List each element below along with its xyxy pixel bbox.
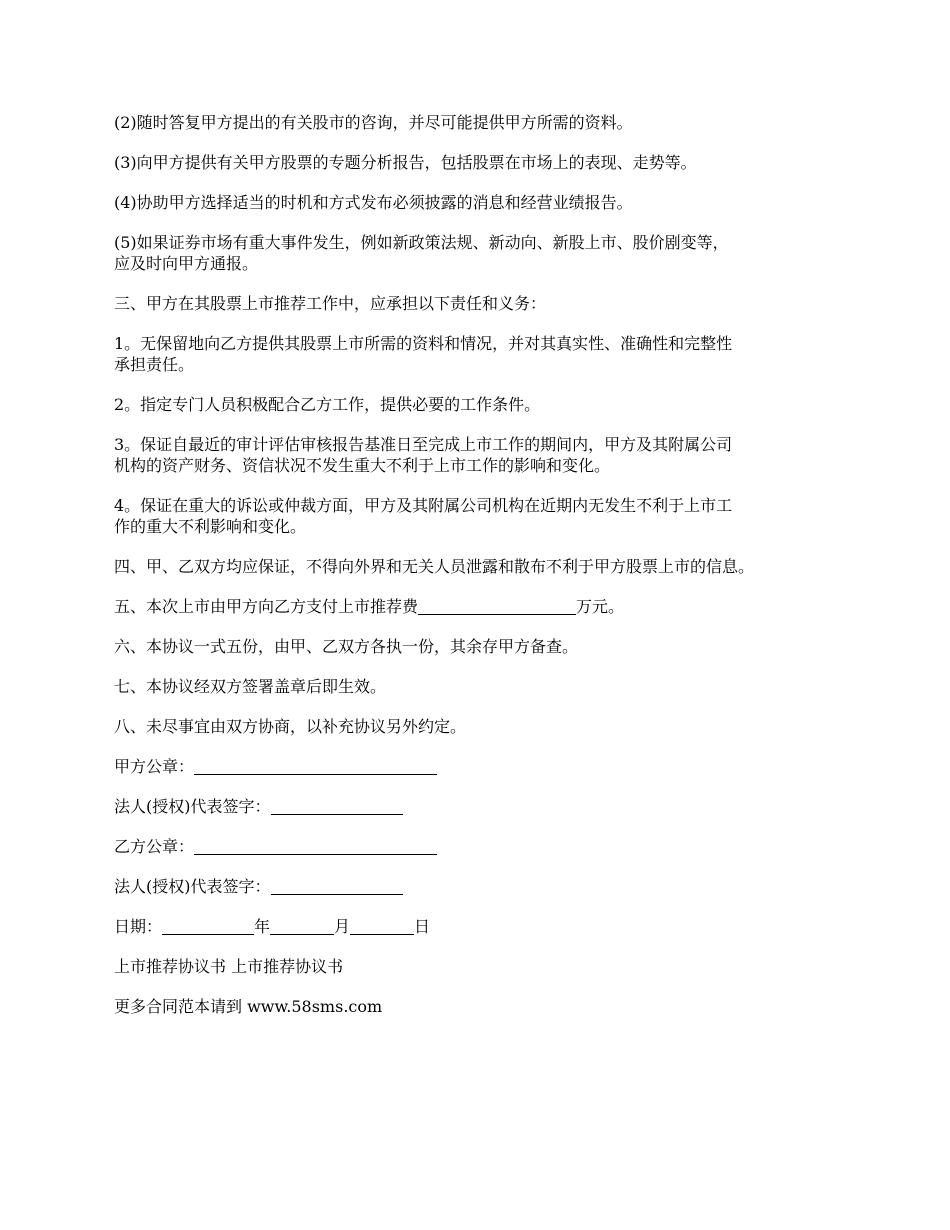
section-text: 八、未尽事宜由双方协商，以补充协议另外约定。 — [114, 717, 467, 736]
month-label: 月 — [334, 917, 351, 936]
item-4 — [114, 495, 859, 537]
clause-text: (4)协助甲方选择适当的时机和方式发布必须披露的消息和经营业绩报告。 — [114, 193, 633, 212]
item-2 — [114, 394, 859, 415]
section-3-heading — [114, 293, 859, 314]
day-label: 日 — [414, 917, 431, 936]
party-a-representative — [114, 796, 859, 817]
section-4 — [114, 556, 859, 577]
item-3 — [114, 434, 859, 476]
party-b-representative — [114, 876, 859, 897]
party-a-rep-label: 法人(授权)代表签字： — [114, 797, 271, 816]
footer-link-text: 更多合同范本请到 www.58sms.com — [114, 997, 383, 1016]
item-text: 2。指定专门人员积极配合乙方工作，提供必要的工作条件。 — [114, 395, 541, 414]
clause-3 — [114, 152, 859, 173]
fee-blank-line — [418, 598, 576, 615]
party-b-seal — [114, 836, 859, 857]
footer-title — [114, 956, 859, 977]
section-6 — [114, 636, 859, 657]
section-text: 七、本协议经双方签署盖章后即生效。 — [114, 677, 387, 696]
fee-text-before: 五、本次上市由甲方向乙方支付上市推荐费 — [114, 597, 419, 616]
party-a-seal-blank — [194, 758, 437, 775]
fee-text-after: 万元。 — [576, 597, 625, 616]
clause-4 — [114, 192, 859, 213]
month-blank — [270, 918, 334, 935]
party-b-seal-label: 乙方公章： — [114, 837, 195, 856]
day-blank — [350, 918, 414, 935]
footer-title-text: 上市推荐协议书 上市推荐协议书 — [114, 957, 344, 976]
section-5-fee — [114, 596, 859, 617]
year-blank — [162, 918, 254, 935]
item-text-line-2: 承担责任。 — [114, 355, 195, 374]
party-b-rep-label: 法人(授权)代表签字： — [114, 877, 271, 896]
item-text-line-1: 1。无保留地向乙方提供其股票上市所需的资料和情况，并对其真实性、准确性和完整性 — [114, 334, 733, 353]
party-a-seal-label: 甲方公章： — [114, 757, 195, 776]
footer-link — [114, 996, 859, 1017]
clause-5 — [114, 232, 859, 274]
clause-text-line-2: 应及时向甲方通报。 — [114, 254, 259, 273]
item-text-line-1: 3。保证自最近的审计评估审核报告基准日至完成上市工作的期间内，甲方及其附属公司 — [114, 435, 733, 454]
section-text: 三、甲方在其股票上市推荐工作中，应承担以下责任和义务： — [114, 294, 547, 313]
clause-text: (2)随时答复甲方提出的有关股市的咨询，并尽可能提供甲方所需的资料。 — [114, 113, 633, 132]
item-text-line-2: 机构的资产财务、资信状况不发生重大不利于上市工作的影响和变化。 — [114, 456, 611, 475]
document-body — [114, 112, 859, 1036]
party-b-seal-blank — [194, 838, 437, 855]
date-line — [114, 916, 859, 937]
clause-text-line-1: (5)如果证券市场有重大事件发生，例如新政策法规、新动向、新股上市、股价剧变等， — [114, 233, 729, 252]
section-7 — [114, 676, 859, 697]
year-label: 年 — [254, 917, 271, 936]
section-text: 六、本协议一式五份，由甲、乙双方各执一份，其余存甲方备查。 — [114, 637, 579, 656]
item-1 — [114, 333, 859, 375]
date-label: 日期： — [114, 917, 163, 936]
party-b-rep-blank — [271, 878, 403, 895]
party-a-seal — [114, 756, 859, 777]
section-text: 四、甲、乙双方均应保证，不得向外界和无关人员泄露和散布不利于甲方股票上市的信息。 — [114, 557, 755, 576]
party-a-rep-blank — [271, 798, 403, 815]
section-8 — [114, 716, 859, 737]
clause-2 — [114, 112, 859, 133]
clause-text: (3)向甲方提供有关甲方股票的专题分析报告，包括股票在市场上的表现、走势等。 — [114, 153, 697, 172]
item-text-line-2: 作的重大不利影响和变化。 — [114, 517, 307, 536]
item-text-line-1: 4。保证在重大的诉讼或仲裁方面，甲方及其附属公司机构在近期内无发生不利于上市工 — [114, 496, 733, 515]
